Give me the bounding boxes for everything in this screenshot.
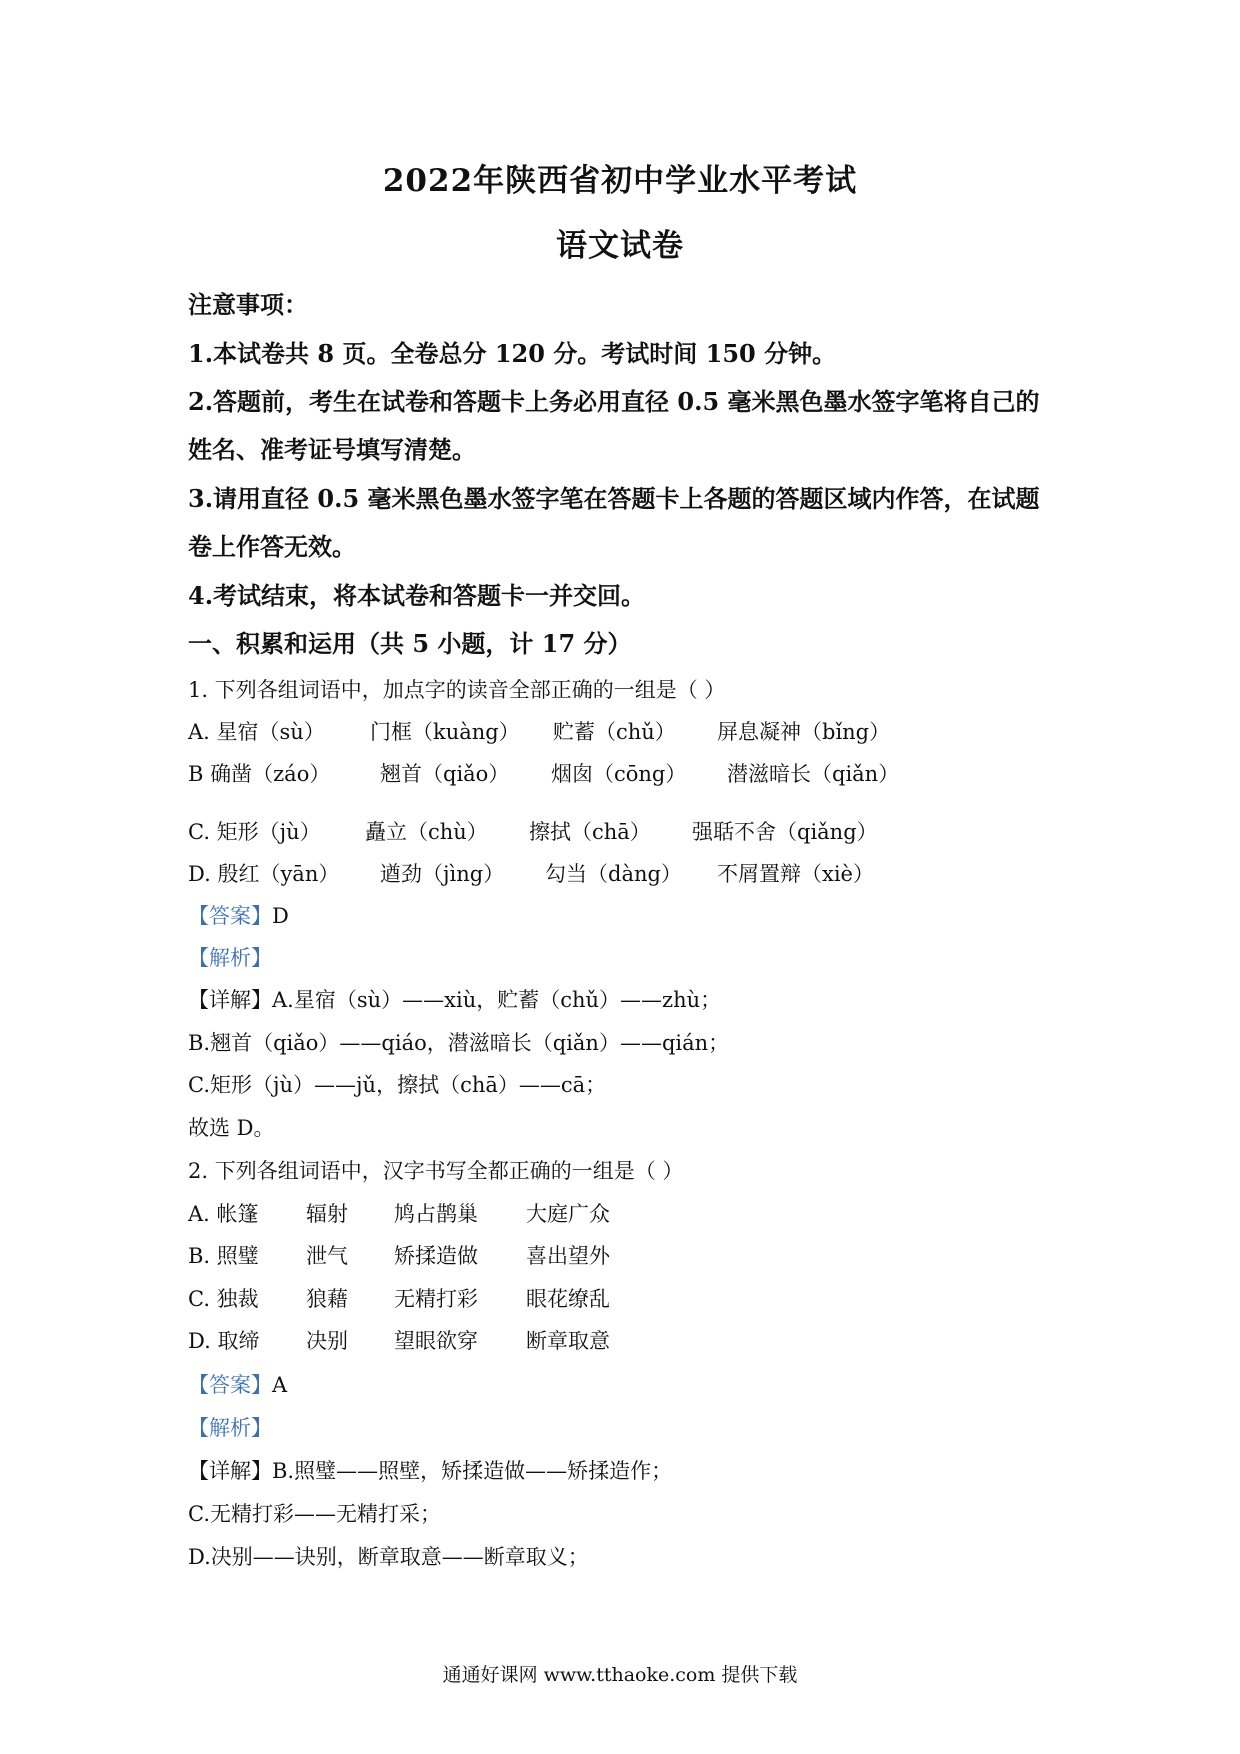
question-2-detail-2: C.无精打彩——无精打采； (188, 1502, 441, 1526)
option-word: 潜滋暗长（qiǎn） (727, 762, 900, 786)
option-word: 决别 (306, 1329, 348, 1353)
option-word: 烟囱（cōng） (551, 762, 687, 786)
question-1-option-d (188, 858, 874, 888)
question-1-detail-1: 【详解】A.星宿（sù）——xiù，贮蓄（chǔ）——zhù； (188, 988, 722, 1012)
option-word: 遒劲（jìng） (380, 862, 505, 886)
option-word: D. 取缔 (188, 1329, 260, 1353)
question-2-option-d (188, 1325, 610, 1355)
question-2-detail-3: D.决别——诀别，断章取意——断章取义； (188, 1545, 589, 1569)
option-word: 翘首（qiǎo） (380, 762, 510, 786)
question-2-answer (188, 1369, 287, 1399)
option-word: 辐射 (306, 1202, 348, 1226)
answer-label: 【答案】 (188, 904, 272, 928)
option-word: C. 独裁 (188, 1287, 259, 1311)
option-word: 大庭广众 (526, 1202, 610, 1226)
option-word: 泄气 (306, 1244, 348, 1268)
option-word: 鸠占鹊巢 (394, 1202, 478, 1226)
question-1-detail-2: B.翘首（qiǎo）——qiáo，潜滋暗长（qiǎn）——qián； (188, 1031, 730, 1055)
section-heading: 一、积累和运用（共 5 小题，计 17 分） (188, 629, 632, 658)
question-1-detail-4: 故选 D。 (188, 1116, 275, 1140)
option-word: B. 照璧 (188, 1244, 259, 1268)
question-1-option-b (188, 758, 899, 788)
answer-value: D (272, 904, 289, 928)
question-2-detail-1: 【详解】B.照璧——照壁，矫揉造做——矫揉造作； (188, 1459, 673, 1483)
notice-item-3a: 3.请用直径 0.5 毫米黑色墨水签字笔在答题卡上各题的答题区域内作答，在试题 (188, 484, 1040, 513)
question-2-option-b (188, 1240, 610, 1270)
option-word: 眼花缭乱 (526, 1287, 610, 1311)
question-1-analysis-label: 【解析】 (188, 946, 272, 970)
option-word: C. 矩形（jù） (188, 820, 321, 844)
option-word: 强聒不舍（qiǎng） (692, 820, 878, 844)
question-2-analysis-label: 【解析】 (188, 1416, 272, 1440)
notice-item-2b: 姓名、准考证号填写清楚。 (188, 435, 476, 464)
option-word: 断章取意 (526, 1329, 610, 1353)
option-word: D. 殷红（yān） (188, 862, 340, 886)
option-word: B 确凿（záo） (188, 762, 331, 786)
option-word: 屏息凝神（bǐng） (717, 720, 891, 744)
page-footer: 通通好课网 www.tthaoke.com 提供下载 (442, 1664, 798, 1686)
question-1-option-c (188, 816, 878, 846)
question-2-stem: 2. 下列各组词语中，汉字书写全都正确的一组是（ ） (188, 1159, 684, 1183)
answer-label: 【答案】 (188, 1373, 272, 1397)
option-word: 矫揉造做 (394, 1244, 478, 1268)
answer-value: A (272, 1373, 288, 1397)
notice-item-1: 1.本试卷共 8 页。全卷总分 120 分。考试时间 150 分钟。 (188, 339, 837, 368)
question-1-answer (188, 900, 289, 930)
question-2-option-c (188, 1283, 610, 1313)
question-1-stem: 1. 下列各组词语中，加点字的读音全部正确的一组是（ ） (188, 678, 726, 702)
notice-heading: 注意事项： (188, 290, 308, 319)
question-2-option-a (188, 1198, 610, 1228)
option-word: 矗立（chù） (365, 820, 488, 844)
option-word: 不屑置辩（xiè） (717, 862, 874, 886)
question-1-detail-3: C.矩形（jù）——jǔ，擦拭（chā）——cā； (188, 1073, 607, 1097)
notice-item-2a: 2.答题前，考生在试卷和答题卡上务必用直径 0.5 毫米黑色墨水签字笔将自己的 (188, 387, 1040, 416)
notice-item-4: 4.考试结束，将本试卷和答题卡一并交回。 (188, 581, 646, 610)
option-word: 贮蓄（chǔ） (553, 720, 676, 744)
option-word: 擦拭（chā） (529, 820, 651, 844)
option-word: 望眼欲穿 (394, 1329, 478, 1353)
question-1-option-a (188, 716, 890, 746)
option-word: 喜出望外 (526, 1244, 610, 1268)
option-word: A. 星宿（sù） (188, 720, 325, 744)
page-title: 2022年陕西省初中学业水平考试 (382, 163, 858, 199)
option-word: 门框（kuàng） (370, 720, 520, 744)
page-subtitle: 语文试卷 (556, 228, 684, 264)
option-word: 勾当（dàng） (545, 862, 682, 886)
option-word: A. 帐篷 (188, 1202, 259, 1226)
option-word: 狼藉 (306, 1287, 348, 1311)
option-word: 无精打彩 (394, 1287, 478, 1311)
notice-item-3b: 卷上作答无效。 (188, 532, 356, 561)
